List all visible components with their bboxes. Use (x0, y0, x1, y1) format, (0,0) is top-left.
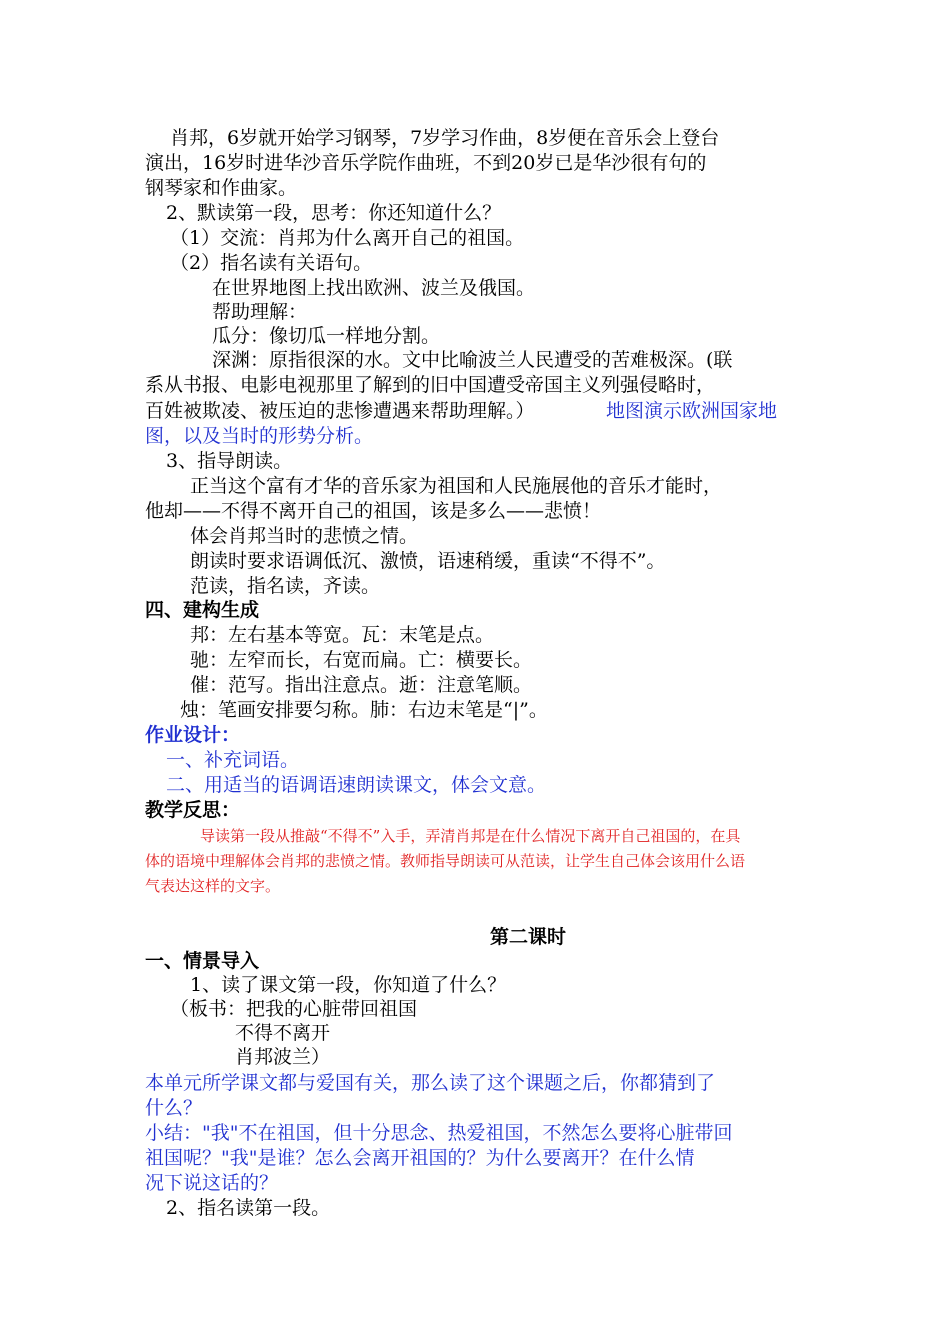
homework-heading: 作业设计： (145, 724, 241, 746)
text-line: 2、默读第一段，思考：你还知道什么？ (166, 202, 502, 224)
reflection-heading: 教学反思： (145, 799, 241, 821)
text-line-blue: 什么？ (145, 1097, 203, 1119)
text-line-blue: 况下说这话的？ (145, 1172, 279, 1194)
text-line-blue: 地图演示欧洲国家地 (606, 400, 778, 422)
text-line: 体会肖邦当时的悲愤之情。 (190, 525, 419, 547)
text-line: 2、指名读第一段。 (166, 1197, 331, 1219)
text-line: 百姓被欺凌、被压迫的悲惨遭遇来帮助理解。） (145, 400, 535, 422)
text-line: 催：范写。指出注意点。逝：注意笔顺。 (190, 674, 533, 696)
section-heading: 四、建构生成 (145, 599, 260, 621)
text-line: 肖邦波兰） (235, 1046, 331, 1068)
text-line: 他却——不得不离开自己的祖国，该是多么——悲愤！ (145, 500, 602, 522)
text-line-blue: 小结："我"不在祖国，但十分思念、热爱祖国，不然怎么要将心脏带回 (145, 1122, 733, 1144)
text-line: 肖邦，6岁就开始学习钢琴，7岁学习作曲，8岁便在音乐会上登台 (170, 127, 720, 149)
text-line-blue: 祖国呢？"我"是谁？怎么会离开祖国的？为什么要离开？在什么情 (145, 1147, 695, 1169)
text-line: 1、读了课文第一段，你知道了什么？ (190, 974, 507, 996)
text-line: 不得不离开 (235, 1022, 331, 1044)
reflection-text: 气表达这样的文字。 (145, 877, 281, 895)
section-heading: 一、情景导入 (145, 950, 260, 972)
text-line: 帮助理解： (212, 301, 308, 323)
text-line: 3、指导朗读。 (166, 450, 293, 472)
reflection-text: 体的语境中理解体会肖邦的悲愤之情。教师指导朗读可从范读，让学生自己体会该用什么语 (145, 852, 746, 870)
text-line: 在世界地图上找出欧洲、波兰及俄国。 (212, 277, 536, 299)
lesson-title: 第二课时 (490, 926, 567, 948)
reflection-text: 导读第一段从推敲“不得不”入手，弄清肖邦是在什么情况下离开自己祖国的，在具 (200, 827, 741, 845)
text-line: 驰：左窄而长，右宽而扁。亡：横要长。 (190, 649, 533, 671)
text-line-blue: 图，以及当时的形势分析。 (145, 425, 374, 447)
text-line: 朗读时要求语调低沉、激愤，语速稍缓，重读“不得不”。 (190, 550, 666, 572)
text-line: 深渊：原指很深的水。文中比喻波兰人民遭受的苦难极深。(联 (212, 349, 733, 371)
text-line: 钢琴家和作曲家。 (145, 177, 298, 199)
text-line: 系从书报、电影电视那里了解到的旧中国遭受帝国主义列强侵略时， (145, 374, 716, 396)
text-line: 瓜分：像切瓜一样地分割。 (212, 325, 441, 347)
text-line: 邦：左右基本等宽。瓦：末笔是点。 (190, 624, 495, 646)
text-line: 演出，16岁时进华沙音乐学院作曲班，不到20岁已是华沙很有句的 (145, 152, 707, 174)
homework-item: 一、补充词语。 (166, 749, 300, 771)
text-line: （2）指名读有关语句。 (170, 252, 373, 274)
text-line: （板书：把我的心脏带回祖国 (170, 998, 418, 1020)
homework-item: 二、用适当的语调语速朗读课文，体会文意。 (166, 774, 547, 796)
text-line: 正当这个富有才华的音乐家为祖国和人民施展他的音乐才能时， (190, 475, 723, 497)
text-line: 范读，指名读，齐读。 (190, 575, 381, 597)
text-line-blue: 本单元所学课文都与爱国有关，那么读了这个课题之后，你都猜到了 (145, 1072, 716, 1094)
text-line: 烛：笔画安排要匀称。肺：右边末笔是“|”。 (180, 699, 548, 721)
text-line: （1）交流：肖邦为什么离开自己的祖国。 (170, 227, 525, 249)
